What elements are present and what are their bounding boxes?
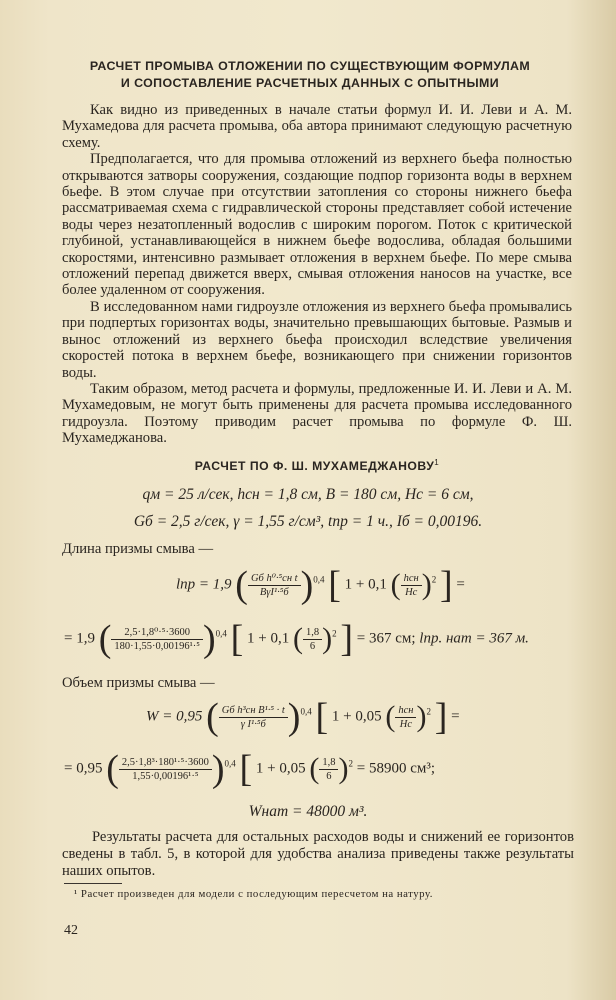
footnote-mark: 1 <box>434 458 440 467</box>
section-heading <box>60 58 560 92</box>
body-text <box>62 102 572 447</box>
page-number: 42 <box>64 923 78 938</box>
paragraph: Таким образом, метод расчета и формулы, предложенные И. И. Леви и А. М. Мухамедовым, не могут быть применены для расчета промыва исследованного гидроузла. Поэтому приводим расчет промыва по формуле Ф. Ш. Мухамеджанова. <box>62 380 572 447</box>
paragraph: Предполагается, что для промыва отложений из верхнего бьефа полностью открываются затворы сооружения, создающие подпор горизонта воды в верхнем бьефе. В этом случае при отсутствии затопления со стороны нижнего бьефа рассматриваемая схема с гидравлической стороны представляет собой истечение воды через незатопленный водослив с широким порогом. Поток с критической глубиной, устанавливающейся в нижнем бьефе водослива, обладая большими скоростями, интенсивно размывает отложения в верхнем бьефе. По мере смыва отложений перепад движется вверх, смывая отложения наносов на участке, все более удаленном от сооружения. <box>62 151 572 299</box>
formula-volume-nature: Wнат = 48000 м³. <box>248 803 368 820</box>
formula-volume-numeric: = 0,95 ( $\frac{\text{2,5·1,8³·180¹·⁵·3600}}{\text{1,55·0,00196¹·⁵}}$ )$^{0,4}$ [ 1 + 0,05 ( $\frac{1,8}{6}$ )$^2$ = 58900 см³; <box>64 748 436 790</box>
subheading <box>62 458 572 473</box>
heading-line-1: РАСЧЕТ ПРОМЫВА ОТЛОЖЕНИИ ПО СУЩЕСТВУЮЩИМ ФОРМУЛАМ <box>89 59 531 73</box>
label-prism-length: Длина призмы смыва — <box>62 541 214 557</box>
closing-paragraph: Результаты расчета для остальных расходов воды и снижений ее горизонтов сведены в табл. 5, в которой для удобства анализа приведены также результаты наших опытов. <box>62 829 574 879</box>
paragraph: В исследованном нами гидроузле отложения из верхнего бьефа промывались при подпертых горизонтах воды, значительно превышающих бытовые. Размыв и вынос отложений из верхнего бьефа происходил вследствие увеличения скоростей потока в верхнем бьефе, возникающего при снижении горизонтов воды. <box>62 298 572 381</box>
given-values-line-2: Gб = 2,5 г/сек, γ = 1,55 г/см³, tпр = 1 ч., Iб = 0,00196. <box>133 513 483 530</box>
footnote-divider <box>64 883 122 884</box>
formula-volume: W = 0,95 ( $\frac{\text{Gб h³сн B¹·⁵ · t}}{\text{γ I¹·⁵б}}$ )$^{0,4}$ [ 1 + 0,05 ( $\frac{\text{hсн}}{Hс}$ )$^2$ ] = <box>146 696 460 738</box>
footnote: ¹ Расчет произведен для модели с последующим пересчетом на натуру. <box>74 888 433 900</box>
formula-length: lпр = 1,9 ( $\frac{\text{Gб h⁰·⁵сн t}}{\text{BγI¹·⁵б}}$ )$^{0,4}$ [ 1 + 0,1 ( $\frac{\text{hсн}}{Hс}$ )$^2$ ] = <box>176 564 465 606</box>
heading-line-2: И СОПОСТАВЛЕНИЕ РАСЧЕТНЫХ ДАННЫХ С ОПЫТНЫМИ <box>120 76 500 90</box>
paragraph: Как видно из приведенных в начале статьи формул И. И. Леви и А. М. Мухамедова для расчета промыва, оба автора принимают следующую расчетную схему. <box>62 102 572 151</box>
label-prism-volume: Объем призмы смыва — <box>62 675 215 691</box>
subheading-text: РАСЧЕТ ПО Ф. Ш. МУХАМЕДЖАНОВУ <box>194 459 435 474</box>
given-values-line-1: qм = 25 л/сек, hсн = 1,8 см, B = 180 см, Hс = 6 см, <box>142 486 474 503</box>
formula-length-numeric: = 1,9 ( $\frac{\text{2,5·1,8⁰·⁵·3600}}{\text{180·1,55·0,00196¹·⁵}}$ )$^{0,4}$ [ 1 + 0,1 ( $\frac{1,8}{6}$ )$^2$ ] = 367 см; lпр. нат = 367 м. <box>64 618 529 660</box>
